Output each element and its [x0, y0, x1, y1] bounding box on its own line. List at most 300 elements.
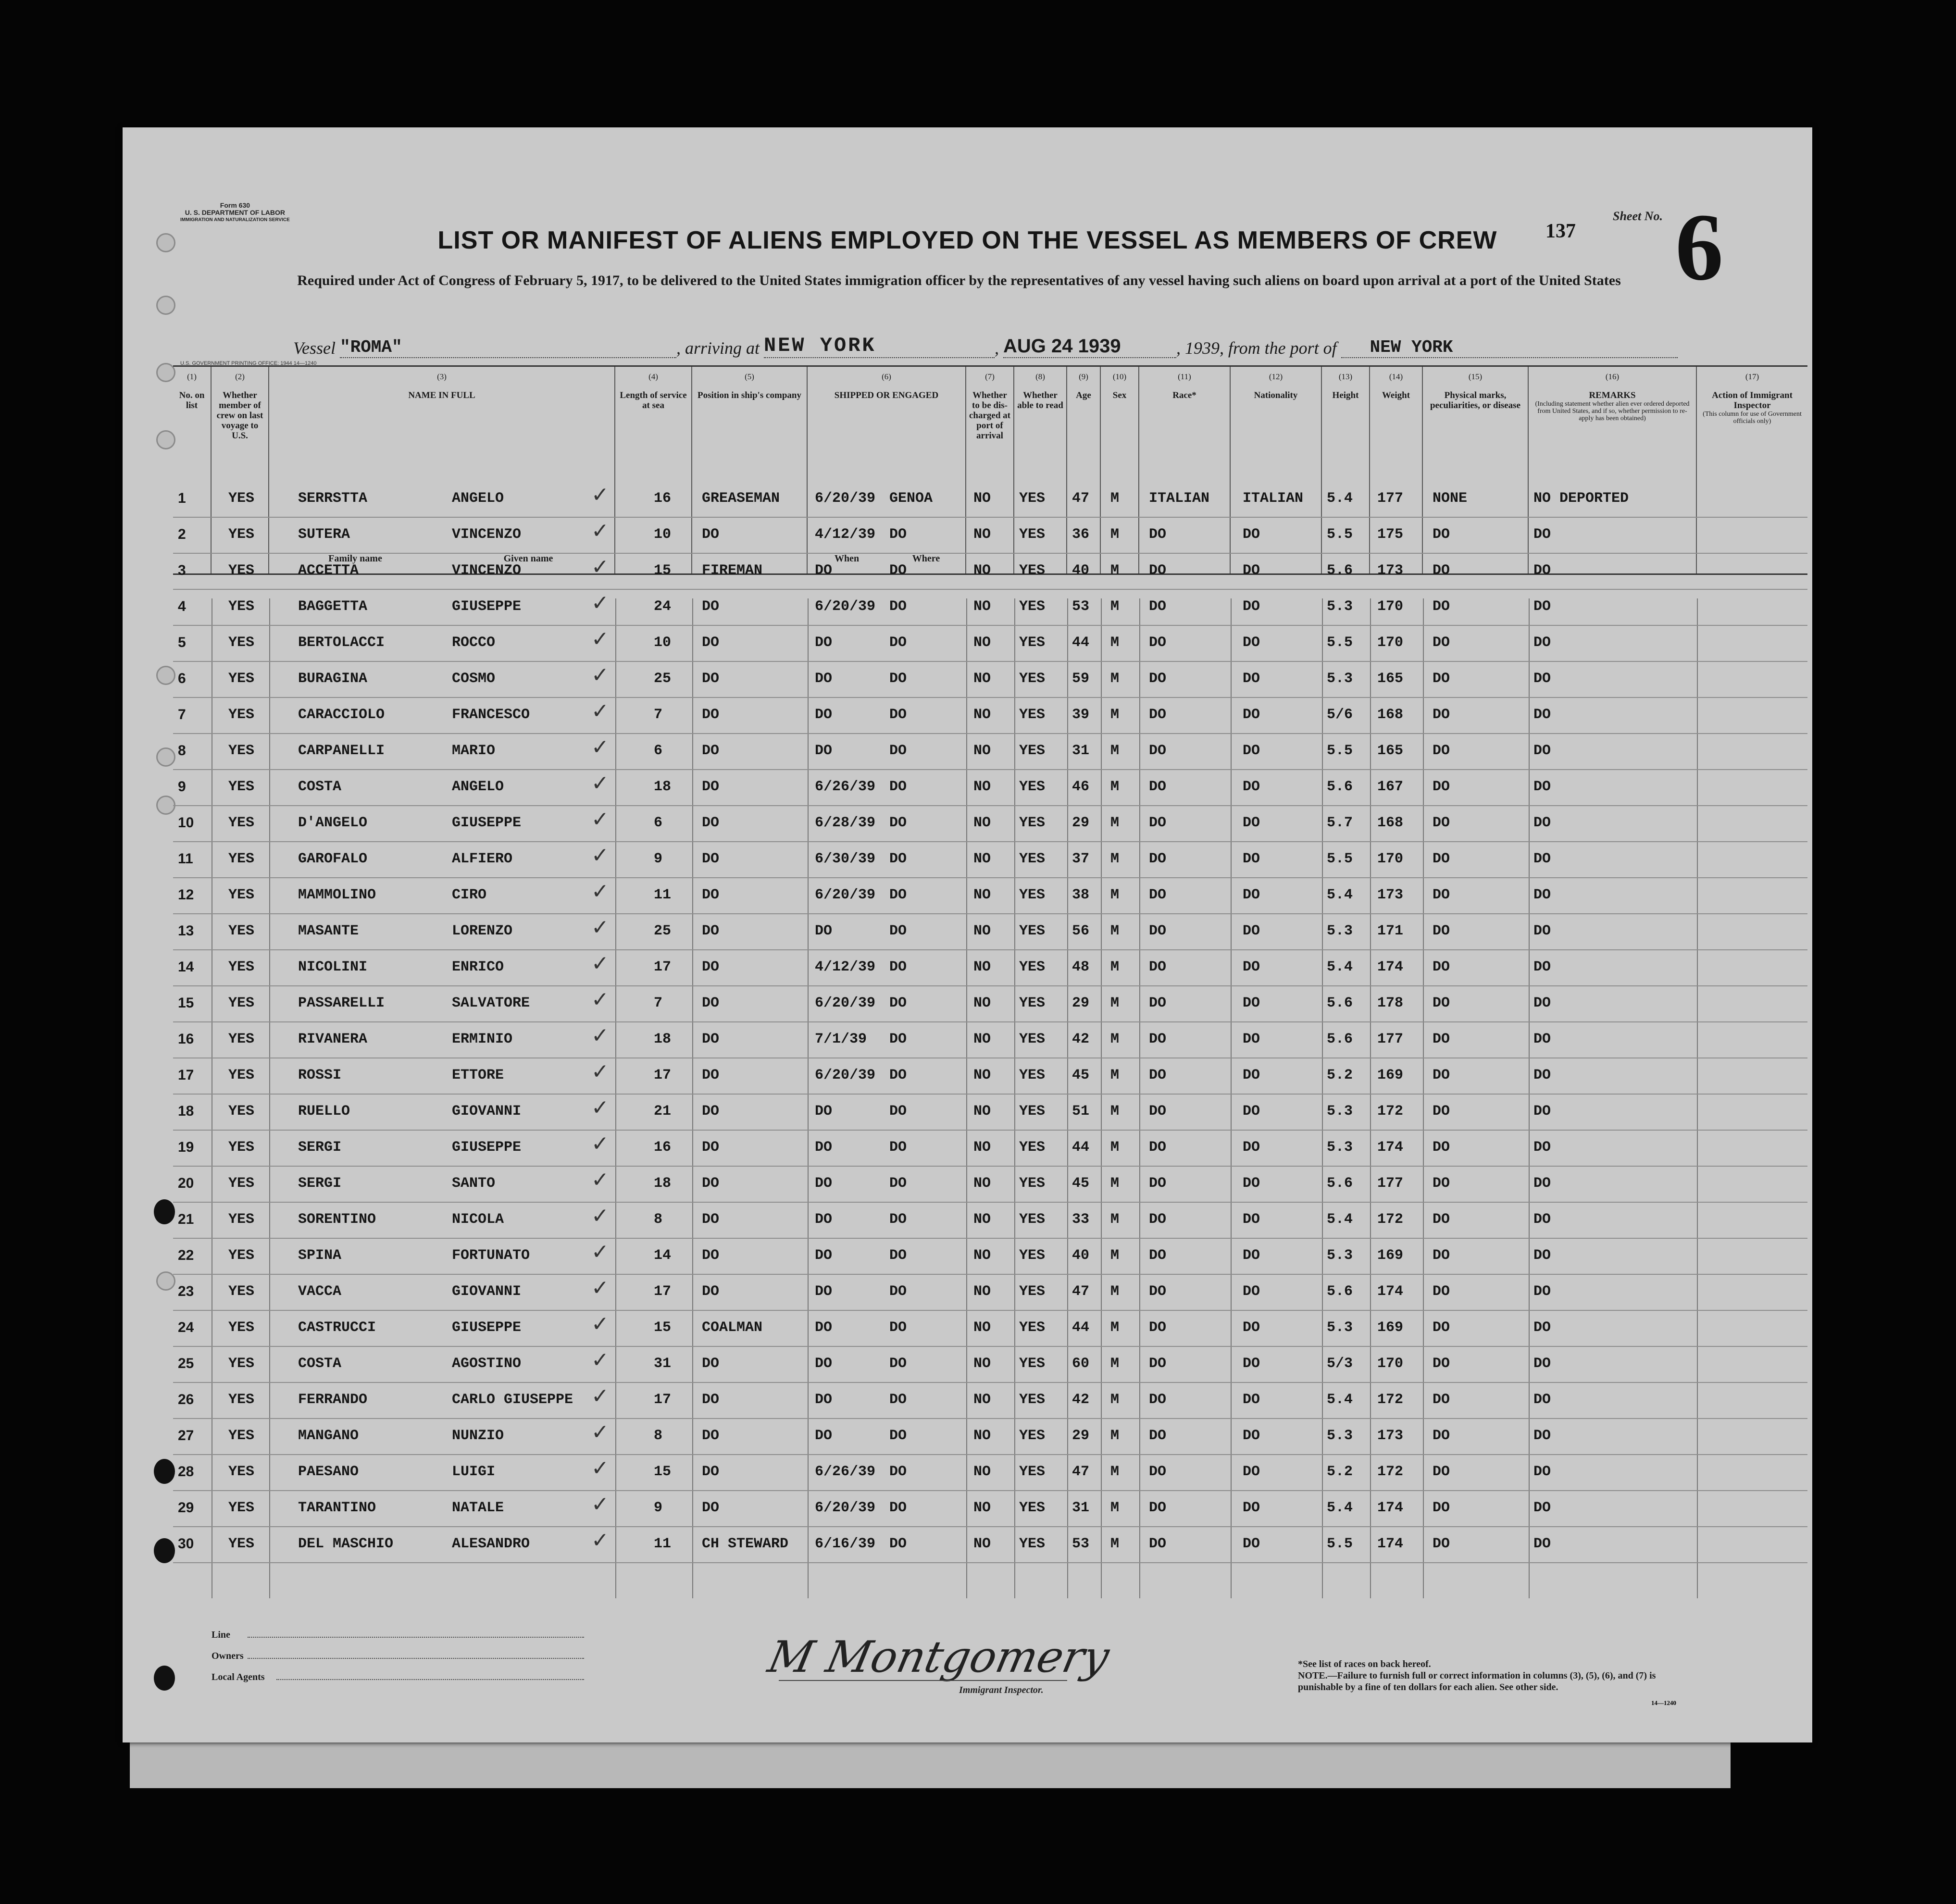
row-number: 5	[178, 635, 186, 650]
age: 42	[1072, 1031, 1090, 1047]
height: 5.4	[1327, 490, 1353, 507]
shipped-when: DO	[815, 1247, 833, 1264]
crew-last-voyage: YES	[228, 779, 255, 795]
able-to-read: YES	[1019, 851, 1046, 867]
table-row	[173, 625, 1807, 662]
row-number: 22	[178, 1247, 194, 1263]
family-name: RUELLO	[298, 1103, 350, 1120]
check-mark-icon: ✓	[591, 843, 609, 868]
col-header-weight: (14) Weight	[1370, 367, 1423, 573]
nationality: DO	[1243, 851, 1260, 867]
row-number: 24	[178, 1319, 194, 1335]
table-row	[173, 1490, 1807, 1527]
physical-marks: DO	[1433, 1500, 1450, 1516]
service-length: 11	[654, 887, 672, 903]
col-header-discharged: (7) Whether to be dis-charged at port of arrival	[966, 367, 1014, 573]
crew-last-voyage: YES	[228, 1319, 255, 1336]
position: DO	[702, 1211, 720, 1228]
weight: 177	[1377, 1031, 1404, 1047]
service-name: IMMIGRATION AND NATURALIZATION SERVICE	[180, 217, 290, 223]
position: DO	[702, 1139, 720, 1156]
remarks: DO	[1533, 851, 1551, 867]
height: 5.3	[1327, 1247, 1353, 1264]
col-header-where: Where	[912, 553, 940, 564]
table-row	[173, 1382, 1807, 1419]
race: DO	[1149, 995, 1167, 1011]
age: 59	[1072, 671, 1090, 687]
family-name: ACCETTA	[298, 562, 359, 579]
table-row	[173, 697, 1807, 734]
crew-last-voyage: YES	[228, 490, 255, 507]
col-header-family: Family name	[328, 553, 382, 564]
shipped-when: 6/20/39	[815, 598, 876, 615]
weight: 172	[1377, 1211, 1404, 1228]
physical-marks: DO	[1433, 1464, 1450, 1480]
row-number: 1	[178, 490, 186, 506]
family-name: D'ANGELO	[298, 815, 368, 831]
check-mark-icon: ✓	[591, 1312, 609, 1336]
crew-last-voyage: YES	[228, 1356, 255, 1372]
physical-marks: DO	[1433, 923, 1450, 939]
physical-marks: DO	[1433, 1536, 1450, 1552]
table-row	[173, 1274, 1807, 1311]
signature-line	[779, 1680, 1067, 1681]
discharged: NO	[973, 562, 991, 579]
position: DO	[702, 1500, 720, 1516]
shipped-where: DO	[889, 1031, 907, 1047]
sex: M	[1110, 671, 1120, 687]
family-name: NICOLINI	[298, 959, 368, 975]
row-number: 21	[178, 1211, 194, 1227]
vessel-line: Vessel "ROMA" , arriving at NEW YORK , AUG 24 1939 , 1939, from the port of NEW YORK	[293, 334, 1678, 358]
shipped-when: DO	[815, 743, 833, 759]
physical-marks: DO	[1433, 598, 1450, 615]
table-row	[173, 1202, 1807, 1239]
row-number: 11	[178, 851, 193, 867]
remarks: DO	[1533, 526, 1551, 543]
shipped-where: DO	[889, 1319, 907, 1336]
age: 39	[1072, 707, 1090, 723]
height: 5.5	[1327, 743, 1353, 759]
race: DO	[1149, 1211, 1167, 1228]
family-name: BAGGETTA	[298, 598, 368, 615]
check-mark-icon: ✓	[591, 1348, 609, 1372]
check-mark-icon: ✓	[591, 519, 609, 543]
able-to-read: YES	[1019, 1139, 1046, 1156]
weight: 169	[1377, 1067, 1404, 1083]
shipped-when: DO	[815, 1319, 833, 1336]
age: 40	[1072, 562, 1090, 579]
sex: M	[1110, 1392, 1120, 1408]
position: COALMAN	[702, 1319, 763, 1336]
physical-marks: DO	[1433, 1319, 1450, 1336]
table-row	[173, 841, 1807, 878]
race: DO	[1149, 923, 1167, 939]
sex: M	[1110, 995, 1120, 1011]
shipped-where: DO	[889, 779, 907, 795]
remarks: DO	[1533, 1211, 1551, 1228]
shipped-where: DO	[889, 671, 907, 687]
able-to-read: YES	[1019, 1067, 1046, 1083]
discharged: NO	[973, 1067, 991, 1083]
nationality: DO	[1243, 1428, 1260, 1444]
check-mark-icon: ✓	[591, 1023, 609, 1048]
row-number: 18	[178, 1103, 194, 1119]
service-length: 18	[654, 779, 672, 795]
crew-last-voyage: YES	[228, 1536, 255, 1552]
shipped-when: 6/20/39	[815, 887, 876, 903]
weight: 173	[1377, 1428, 1404, 1444]
given-name: ALFIERO	[452, 851, 513, 867]
position: DO	[702, 1356, 720, 1372]
row-number: 10	[178, 815, 194, 831]
given-name: LUIGI	[452, 1464, 496, 1480]
given-name: GIUSEPPE	[452, 1319, 522, 1336]
given-name: CARLO GIUSEPPE	[452, 1392, 573, 1408]
table-row	[173, 1058, 1807, 1095]
check-mark-icon: ✓	[591, 1132, 609, 1156]
able-to-read: YES	[1019, 1283, 1046, 1300]
family-name: SUTERA	[298, 526, 350, 543]
crew-last-voyage: YES	[228, 923, 255, 939]
given-name: SANTO	[452, 1175, 496, 1192]
check-mark-icon: ✓	[591, 951, 609, 976]
crew-last-voyage: YES	[228, 1247, 255, 1264]
row-number: 2	[178, 526, 186, 542]
given-name: NATALE	[452, 1500, 504, 1516]
race: DO	[1149, 562, 1167, 579]
shipped-when: 6/26/39	[815, 1464, 876, 1480]
family-name: MANGANO	[298, 1428, 359, 1444]
shipped-where: DO	[889, 923, 907, 939]
physical-marks: DO	[1433, 707, 1450, 723]
position: DO	[702, 995, 720, 1011]
position: DO	[702, 1031, 720, 1047]
nationality: DO	[1243, 1283, 1260, 1300]
weight: 172	[1377, 1103, 1404, 1120]
discharged: NO	[973, 1536, 991, 1552]
shipped-where: DO	[889, 1067, 907, 1083]
table-row	[173, 661, 1807, 698]
able-to-read: YES	[1019, 743, 1046, 759]
row-number: 16	[178, 1031, 194, 1047]
height: 5.6	[1327, 1175, 1353, 1192]
sex: M	[1110, 1428, 1120, 1444]
nationality: DO	[1243, 887, 1260, 903]
remarks: DO	[1533, 887, 1551, 903]
row-number: 26	[178, 1392, 194, 1407]
nationality: DO	[1243, 815, 1260, 831]
age: 45	[1072, 1067, 1090, 1083]
row-number: 28	[178, 1464, 194, 1480]
given-name: ERMINIO	[452, 1031, 513, 1047]
shipped-where: DO	[889, 1247, 907, 1264]
remarks: DO	[1533, 1356, 1551, 1372]
nationality: DO	[1243, 1536, 1260, 1552]
shipped-when: DO	[815, 671, 833, 687]
height: 5/6	[1327, 707, 1353, 723]
vessel-name: "ROMA"	[339, 337, 402, 357]
height: 5.3	[1327, 1103, 1353, 1120]
row-number: 20	[178, 1175, 194, 1191]
race: DO	[1149, 1175, 1167, 1192]
given-name: GIOVANNI	[452, 1283, 522, 1300]
sex: M	[1110, 1139, 1120, 1156]
sex: M	[1110, 959, 1120, 975]
nationality: DO	[1243, 526, 1260, 543]
physical-marks: DO	[1433, 1428, 1450, 1444]
discharged: NO	[973, 1428, 991, 1444]
sex: M	[1110, 1175, 1120, 1192]
remarks: DO	[1533, 743, 1551, 759]
weight: 169	[1377, 1319, 1404, 1336]
able-to-read: YES	[1019, 1175, 1046, 1192]
height: 5.2	[1327, 1067, 1353, 1083]
remarks: DO	[1533, 815, 1551, 831]
nationality: DO	[1243, 707, 1260, 723]
discharged: NO	[973, 1103, 991, 1120]
service-length: 18	[654, 1031, 672, 1047]
nationality: DO	[1243, 1103, 1260, 1120]
table-row	[173, 1454, 1807, 1491]
height: 5.5	[1327, 1536, 1353, 1552]
able-to-read: YES	[1019, 1464, 1046, 1480]
from-label: , from the port of	[1220, 338, 1337, 358]
remarks: DO	[1533, 1500, 1551, 1516]
discharged: NO	[973, 707, 991, 723]
nationality: DO	[1243, 1139, 1260, 1156]
form-number: Form 630	[220, 201, 250, 209]
weight: 177	[1377, 1175, 1404, 1192]
family-name: COSTA	[298, 779, 342, 795]
physical-marks: DO	[1433, 779, 1450, 795]
physical-marks: DO	[1433, 1103, 1450, 1120]
col-header-remarks: (16) REMARKS (Including statement whether alien ever ordered deported from United States, and if so, whether permission to re-apply has been obtained)	[1529, 367, 1697, 573]
discharged: NO	[973, 671, 991, 687]
shipped-where: DO	[889, 1175, 907, 1192]
row-number: 23	[178, 1283, 194, 1299]
position: GREASEMAN	[702, 490, 780, 507]
crew-last-voyage: YES	[228, 1283, 255, 1300]
position: DO	[702, 1067, 720, 1083]
crew-last-voyage: YES	[228, 1428, 255, 1444]
sex: M	[1110, 1211, 1120, 1228]
shipped-when: DO	[815, 1103, 833, 1120]
physical-marks: DO	[1433, 1392, 1450, 1408]
height: 5.5	[1327, 851, 1353, 867]
table-row	[173, 949, 1807, 986]
race: DO	[1149, 1031, 1167, 1047]
col-header-shipped: (6) SHIPPED OR ENGAGED When Where	[808, 367, 966, 573]
age: 31	[1072, 1500, 1090, 1516]
row-number: 14	[178, 959, 194, 975]
position: DO	[702, 707, 720, 723]
remarks: DO	[1533, 1319, 1551, 1336]
shipped-where: DO	[889, 1536, 907, 1552]
given-name: AGOSTINO	[452, 1356, 522, 1372]
table-row	[173, 1130, 1807, 1167]
able-to-read: YES	[1019, 995, 1046, 1011]
row-number: 6	[178, 671, 186, 686]
remarks: DO	[1533, 1103, 1551, 1120]
punch-hole	[156, 296, 175, 315]
table-row	[173, 481, 1807, 518]
given-name: GIUSEPPE	[452, 1139, 522, 1156]
weight: 172	[1377, 1464, 1404, 1480]
shipped-where: DO	[889, 1211, 907, 1228]
height: 5.6	[1327, 995, 1353, 1011]
service-length: 8	[654, 1428, 663, 1444]
discharged: NO	[973, 1031, 991, 1047]
given-name: FRANCESCO	[452, 707, 530, 723]
shipped-where: DO	[889, 635, 907, 651]
row-number: 7	[178, 707, 186, 722]
family-name: SERGI	[298, 1139, 342, 1156]
table-row	[173, 553, 1807, 590]
age: 33	[1072, 1211, 1090, 1228]
remarks: DO	[1533, 598, 1551, 615]
height: 5.6	[1327, 1283, 1353, 1300]
remarks: DO	[1533, 1283, 1551, 1300]
sex: M	[1110, 1031, 1120, 1047]
shipped-when: DO	[815, 635, 833, 651]
service-length: 17	[654, 959, 672, 975]
given-name: ROCCO	[452, 635, 496, 651]
given-name: LORENZO	[452, 923, 513, 939]
punch-hole	[156, 363, 175, 382]
remarks: DO	[1533, 1247, 1551, 1264]
race: DO	[1149, 1536, 1167, 1552]
family-name: SERGI	[298, 1175, 342, 1192]
check-mark-icon: ✓	[591, 1420, 609, 1444]
family-name: VACCA	[298, 1283, 342, 1300]
sex: M	[1110, 1464, 1120, 1480]
inspector-label: Immigrant Inspector.	[959, 1685, 1044, 1695]
crew-last-voyage: YES	[228, 1031, 255, 1047]
able-to-read: YES	[1019, 598, 1046, 615]
service-length: 21	[654, 1103, 672, 1120]
crew-last-voyage: YES	[228, 1392, 255, 1408]
table-row	[173, 1310, 1807, 1347]
position: DO	[702, 671, 720, 687]
physical-marks: DO	[1433, 815, 1450, 831]
given-name: NICOLA	[452, 1211, 504, 1228]
col-header-age: (9) Age	[1067, 367, 1101, 573]
height: 5.5	[1327, 635, 1353, 651]
sex: M	[1110, 526, 1120, 543]
discharged: NO	[973, 1283, 991, 1300]
age: 47	[1072, 490, 1090, 507]
sex: M	[1110, 1103, 1120, 1120]
family-name: COSTA	[298, 1356, 342, 1372]
given-name: CIRO	[452, 887, 487, 903]
race: DO	[1149, 779, 1167, 795]
position: DO	[702, 526, 720, 543]
check-mark-icon: ✓	[591, 699, 609, 723]
age: 38	[1072, 887, 1090, 903]
discharged: NO	[973, 959, 991, 975]
age: 53	[1072, 1536, 1090, 1552]
physical-marks: DO	[1433, 1067, 1450, 1083]
remarks: DO	[1533, 1031, 1551, 1047]
check-mark-icon: ✓	[591, 483, 609, 507]
height: 5.6	[1327, 562, 1353, 579]
discharged: NO	[973, 1392, 991, 1408]
physical-marks: DO	[1433, 635, 1450, 651]
position: DO	[702, 743, 720, 759]
punch-hole	[156, 430, 175, 449]
table-row	[173, 1166, 1807, 1203]
shipped-where: DO	[889, 1500, 907, 1516]
sex: M	[1110, 1500, 1120, 1516]
shipped-where: DO	[889, 1392, 907, 1408]
family-name: PAESANO	[298, 1464, 359, 1480]
height: 5.3	[1327, 671, 1353, 687]
height: 5.6	[1327, 779, 1353, 795]
family-name: FERRANDO	[298, 1392, 368, 1408]
sex: M	[1110, 1536, 1120, 1552]
family-name: MAMMOLINO	[298, 887, 376, 903]
crew-last-voyage: YES	[228, 1211, 255, 1228]
shipped-when: 6/26/39	[815, 779, 876, 795]
check-mark-icon: ✓	[591, 1059, 609, 1084]
punch-hole	[156, 1271, 175, 1291]
col-header-marks: (15) Physical marks, peculiarities, or disease	[1423, 367, 1529, 573]
nationality: DO	[1243, 671, 1260, 687]
able-to-read: YES	[1019, 1428, 1046, 1444]
service-length: 17	[654, 1392, 672, 1408]
physical-marks: DO	[1433, 959, 1450, 975]
height: 5.2	[1327, 1464, 1353, 1480]
age: 44	[1072, 1319, 1090, 1336]
col-header-sex: (10) Sex	[1101, 367, 1139, 573]
table-row	[173, 1238, 1807, 1275]
col-header-race: (11) Race*	[1139, 367, 1231, 573]
discharged: NO	[973, 815, 991, 831]
crew-last-voyage: YES	[228, 1500, 255, 1516]
nationality: DO	[1243, 923, 1260, 939]
nationality: DO	[1243, 1067, 1260, 1083]
col-header-action: (17) Action of Immigrant Inspector (This column for use of Government officials only)	[1703, 372, 1802, 425]
shipped-when: DO	[815, 1211, 833, 1228]
able-to-read: YES	[1019, 1319, 1046, 1336]
remarks: DO	[1533, 1175, 1551, 1192]
remarks: DO	[1533, 671, 1551, 687]
height: 5.3	[1327, 1139, 1353, 1156]
given-name: ANGELO	[452, 490, 504, 507]
height: 5.4	[1327, 1392, 1353, 1408]
crew-last-voyage: YES	[228, 1139, 255, 1156]
line-label: Line	[212, 1630, 230, 1640]
shipped-where: DO	[889, 743, 907, 759]
age: 45	[1072, 1175, 1090, 1192]
date-stamp: AUG 24 1939	[1003, 336, 1121, 357]
discharged: NO	[973, 1175, 991, 1192]
punch-hole	[154, 1459, 175, 1484]
service-length: 24	[654, 598, 672, 615]
given-name: MARIO	[452, 743, 496, 759]
weight: 174	[1377, 1500, 1404, 1516]
crew-last-voyage: YES	[228, 598, 255, 615]
position: DO	[702, 779, 720, 795]
nationality: DO	[1243, 995, 1260, 1011]
discharged: NO	[973, 1211, 991, 1228]
able-to-read: YES	[1019, 1211, 1046, 1228]
weight: 173	[1377, 562, 1404, 579]
document-title: LIST OR MANIFEST OF ALIENS EMPLOYED ON THE VESSEL AS MEMBERS OF CREW	[437, 226, 1497, 254]
race: DO	[1149, 1139, 1167, 1156]
shipped-when: DO	[815, 1283, 833, 1300]
